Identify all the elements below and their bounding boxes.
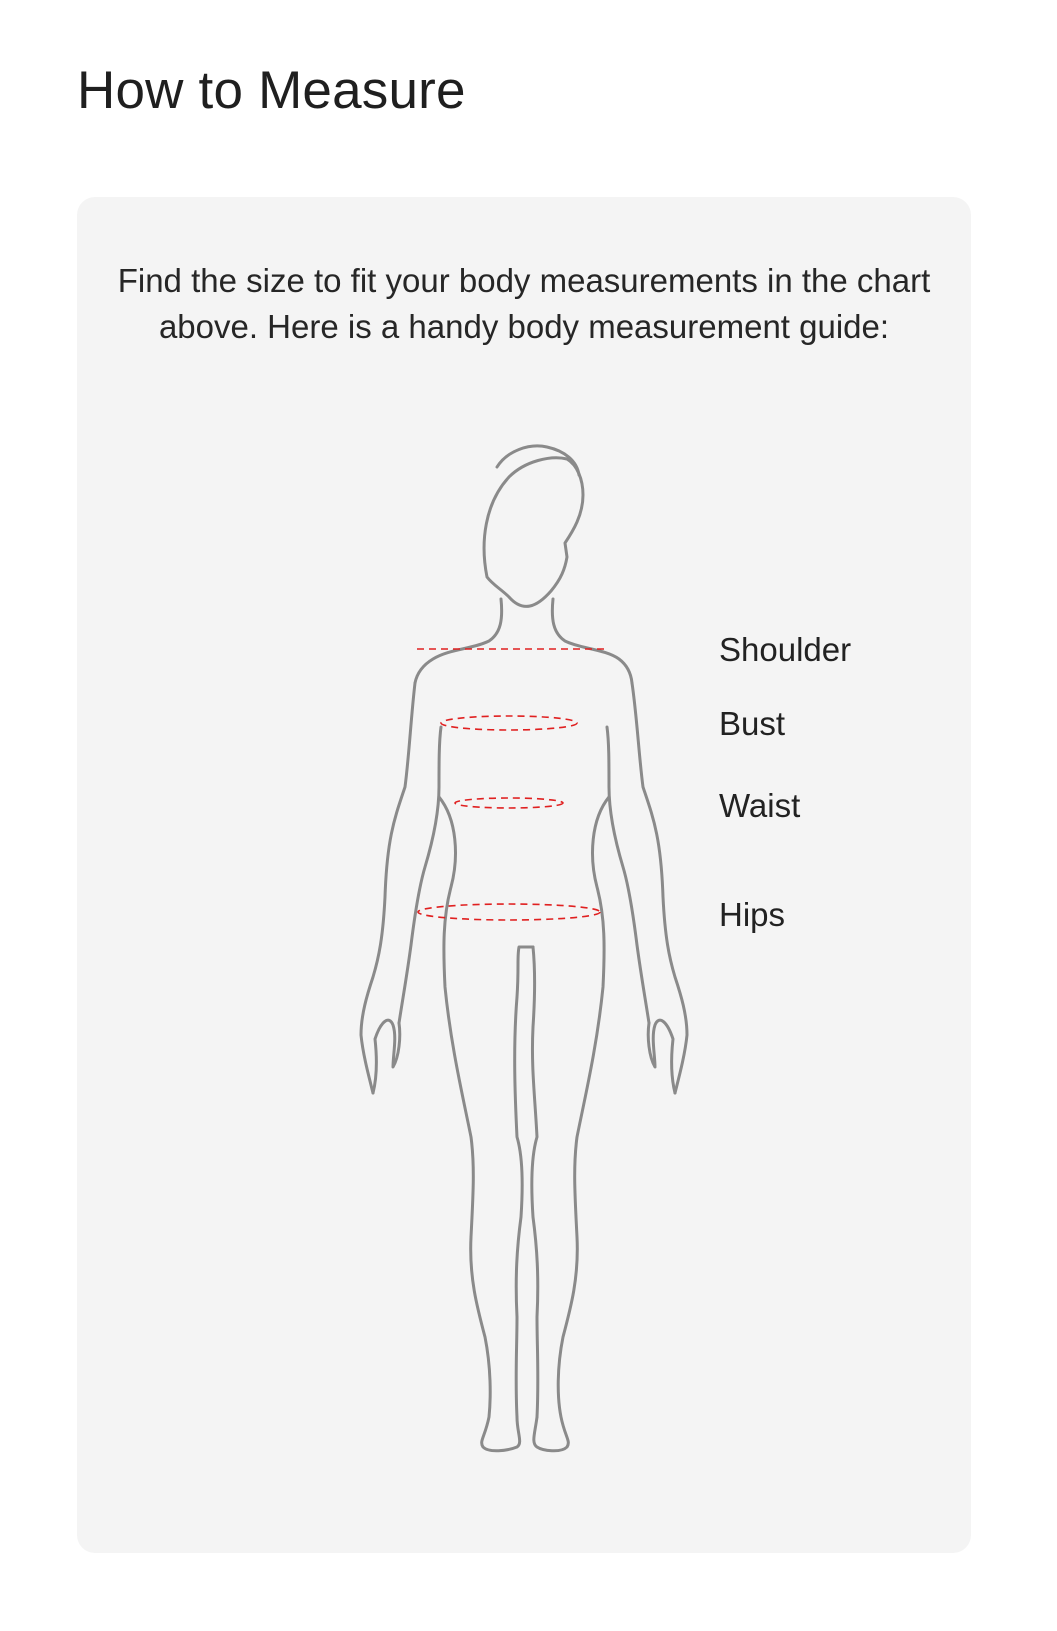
- measurement-guide-card: [77, 197, 971, 1553]
- bust-measure-ring: [441, 716, 577, 730]
- guide-intro-text: Find the size to fit your body measurements in the chart above. Here is a handy body measurement guide:: [117, 262, 931, 345]
- body-silhouette-icon: [77, 197, 971, 1553]
- left-leg-inner: [515, 947, 533, 1417]
- head-outline: [484, 458, 583, 607]
- right-leg-inner: [532, 947, 538, 1417]
- neck-right: [552, 599, 632, 683]
- right-arm-outer: [632, 683, 687, 1093]
- shoulder-label: Shoulder: [719, 631, 852, 668]
- left-arm-inner: [373, 1020, 400, 1093]
- waist-label: Waist: [719, 787, 801, 824]
- right-arm-inner: [648, 1020, 675, 1093]
- left-arm-outer: [361, 683, 415, 1093]
- page-title: How to Measure: [77, 61, 466, 120]
- neck-left: [415, 599, 502, 683]
- left-leg-outer: [439, 797, 520, 1451]
- waist-measure-ring: [455, 798, 563, 808]
- right-leg-outer: [534, 797, 609, 1451]
- hips-label: Hips: [719, 896, 786, 933]
- bust-label: Bust: [719, 705, 786, 742]
